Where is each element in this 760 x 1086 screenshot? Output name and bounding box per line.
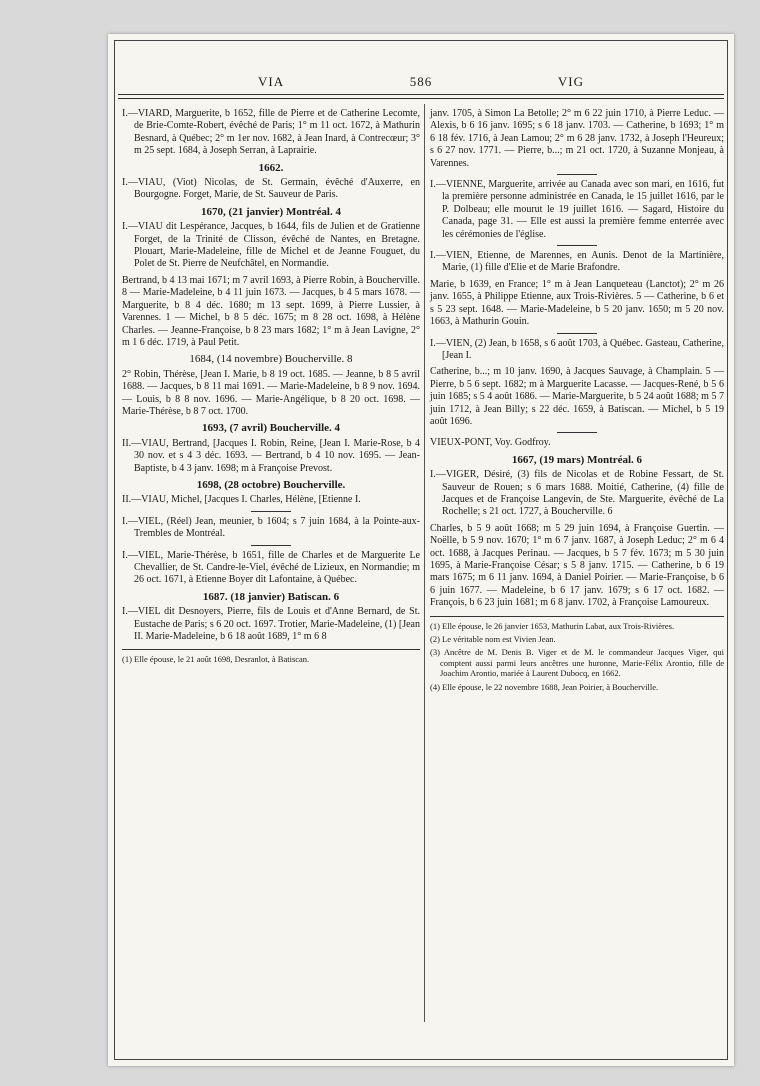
entry-vien-jean: I.—VIEN, (2) Jean, b 1658, s 6 août 1703, à Québec. Gasteau, Catherine, [Jean I. bbox=[430, 337, 724, 361]
entry-viau-jacques-second-marriage: 2° Robin, Thérèse, [Jean I. Marie, b 8 19 oct. 1685. — Jeanne, b 8 5 avril 1688. — Jacques, b 8 11 mai 1691. — Marie-Madeleine, b 8 9 nov. 1694. — Louis, b 8 8 nov. 1696. — Marie-Angélique, b 8 20 oct. 1698. — Marie-Thérèse, b 8 7 oct. 1700. bbox=[122, 368, 420, 417]
separator bbox=[557, 432, 597, 433]
entry-continuation: janv. 1705, à Simon La Betolle; 2° m 6 22 juin 1710, à Pierre Leduc. — Alexis, b 6 16 janv. 1695; s 6 18 janv. 1703. — Catherine, b 1693; 1° m 6 18 fév. 1716, à Jean Lamou; 2° m 6 28 janv. 1732, à Joseph l'Heureux; s 6 27 nov. 1771. — Pierre, b...; m 21 oct. 1720, à Suzanne Monjeau, à Varennes. bbox=[430, 108, 724, 169]
footnote-right-1: (1) Elle épouse, le 26 janvier 1653, Mathurin Labat, aux Trois-Rivières. bbox=[430, 620, 675, 631]
entry-viel-jean: I.—VIEL, (Réel) Jean, meunier, b 1604; s 7 juin 1684, à la Pointe-aux-Trembles de Montréal. bbox=[122, 515, 420, 540]
entry-viau-bertrand: II.—VIAU, Bertrand, [Jacques I. Robin, Reine, [Jean I. Marie-Rose, b 4 30 nov. et s 4 3 déc. 1693. — Bertrand, b 4 10 nov. 1695. — Jean-Baptiste, b 4 3 janv. 1698; m à Françoise Prevost. bbox=[122, 437, 420, 474]
header-rule bbox=[118, 94, 724, 99]
year-heading-1693: 1693, (7 avril) Boucherville. 4 bbox=[201, 422, 341, 435]
entry-vien-etienne-children: Marie, b 1639, en France; 1° m à Jean Lanqueteau (Lanctot); 2° m 26 janv. 1655, à Philippe Etienne, aux Trois-Rivières. 5 — Catherine, b 6 et s 5 23 sept. 1648. — Marie-Madeleine, b 5 20 janv. 1650; m 5 20 nov. 1663, à Mathurin Gouin. bbox=[430, 278, 724, 328]
entry-viger-desire-children: Charles, b 5 9 août 1668; m 5 29 juin 1694, à Françoise Guertin. — Noëlle, b 5 9 nov. 1670; 1° m 6 7 janv. 1687, à Joseph Leduc; 2° m 6 4 oct. 1688, à Jacques Perinau. — Jacques, b 5 7 fév. 1673; m 5 30 juin 1695, à Marie-Françoise César; s 5 8 janv. 1715. — Catherine, b 6 19 mars 1675; m 6 11 janv. 1694, à Daniel Poirier. — Marie-Françoise, b 6 6 juin 1677. — Madeleine, b 6 17 janv. 1679; s 6 17 oct. 1682. — François, b 6 23 juin 1681; m 6 8 janv. 1702, à Françoise Lamoureux. bbox=[430, 522, 724, 609]
footnote-right-4: (4) Elle épouse, le 22 novembre 1688, Jean Poirier, à Boucherville. bbox=[430, 681, 659, 692]
separator bbox=[251, 545, 291, 546]
entry-vien-jean-children: Catherine, b...; m 10 janv. 1690, à Jacques Sauvage, à Champlain. 5 — Pierre, b 5 6 sept. 1682; m à Marguerite Lacasse. — Jacques-René, b 5 6 juin 1685; s 5 4 août 1686. — Marie-Marguerite, b 5 24 août 1688; m 5 7 juin 1712, à Jean Billy; s 22 déc. 1659, à Batiscan. — Michel, b 5 19 août 1696. bbox=[430, 366, 724, 427]
entry-viau-michel: II.—VIAU, Michel, [Jacques I. Charles, Hélène, [Etienne I. bbox=[122, 494, 361, 506]
entry-viau-nicolas: I.—VIAU, (Viot) Nicolas, de St. Germain, évêché d'Auxerre, en Bourgogne. Forget, Marie, de St. Sauveur de Paris. bbox=[122, 177, 420, 201]
header-left: VIA bbox=[258, 74, 285, 89]
entry-vieux-pont: VIEUX-PONT, Voy. Godfroy. bbox=[430, 437, 551, 449]
right-column bbox=[430, 108, 724, 695]
entry-vien-etienne: I.—VIEN, Etienne, de Marennes, en Aunis. Denot de la Martinière, Marie, (1) fille d'Elie et de Marie Brafondre. bbox=[430, 250, 724, 274]
footnote-right-3: (3) Ancêtre de M. Denis B. Viger et de M. le commandeur Jacques Viger, qui comptent aussi parmi leurs ancêtres une huronne, Marie-Félix Arontio, fille de Joachim Arontio, mariée à Laurent Dubocq, en 1662. bbox=[430, 647, 724, 679]
entry-viger-desire: I.—VIGER, Désiré, (3) fils de Nicolas et de Robine Fessart, de St. Sauveur de Rouen; s 6 mars 1688. Moitié, Catherine, (4) fille de Jacques et de Françoise Langevin, de Ste. Marguerite, évêché de La Rochelle; s 21 oct. 1727, à Boucherville. 6 bbox=[430, 469, 724, 518]
header-right: VIG bbox=[557, 74, 584, 89]
year-heading-1667: 1667, (19 mars) Montréal. 6 bbox=[511, 453, 643, 466]
footnote-rule bbox=[430, 616, 724, 617]
year-heading-1687: 1687. (18 janvier) Batiscan. 6 bbox=[202, 590, 340, 603]
separator bbox=[557, 333, 597, 334]
marriage-heading-1684: 1684, (14 novembre) Boucherville. 8 bbox=[189, 353, 353, 366]
document-page bbox=[108, 34, 734, 1066]
left-column bbox=[122, 108, 420, 668]
year-heading-1670: 1670, (21 janvier) Montréal. 4 bbox=[201, 205, 341, 218]
year-heading-1698: 1698, (28 octobre) Boucherville. bbox=[196, 478, 346, 491]
footnote-left-1: (1) Elle épouse, le 21 août 1698, Desranlot, à Batiscan. bbox=[122, 654, 310, 665]
footnote-right-2: (2) Le véritable nom est Vivien Jean. bbox=[430, 634, 556, 645]
entry-vienne-marguerite: I.—VIENNE, Marguerite, arrivée au Canada avec son mari, en 1616, fut la première personne administrée en Canada, le 15 juillet 1616, par le P. Dolbeau; elle mourut le 19 juillet 1616. — Sagard, Histoire du Canada, page 31. — Elle est aussi la première femme enterrée avec les cérémonies de l'église. bbox=[430, 179, 724, 240]
entry-viau-jacques-children: Bertrand, b 4 13 mai 1671; m 7 avril 1693, à Pierre Robin, à Boucherville. 8 — Marie-Madeleine, b 4 11 juin 1673. — Jacques, b 4 5 mars 1678. — Marguerite, b 8 4 déc. 1680; m 13 sept. 1699, à Pierre Lussier, à Varennes. 1 — Michel, b 8 5 déc. 1675; m 8 28 oct. 1698, à Hélène Charles. — Jeanne-Françoise, b 8 23 mars 1682; 1° m à Jean Lavigne, 2° m 1 6 déc. 1719, à Paul Petit. bbox=[122, 274, 420, 348]
footnote-rule bbox=[122, 649, 420, 650]
page-number: 586 bbox=[409, 74, 433, 89]
separator bbox=[557, 174, 597, 175]
entry-viel-marie-therese: I.—VIEL, Marie-Thérèse, b 1651, fille de Charles et de Marguerite Le Chevallier, de St. Candre-le-Viel, évêché de Lizieux, en Normandie; m 26 oct. 1671, à Etienne Boyer dit Lafontaine, à Québec. bbox=[122, 549, 420, 586]
entry-viau-jacques: I.—VIAU dit Lespérance, Jacques, b 1644, fils de Julien et de Gratienne Forget, de la Trinité de Clisson, évêché de Nantes, en Bretagne. Plouart, Marie-Madeleine, fille de Michel et de Jeanne Fouguet, du Polet de St. Pierre de Neufchâtel, en Normandie. bbox=[122, 221, 420, 270]
entry-viel-pierre: I.—VIEL dit Desnoyers, Pierre, fils de Louis et d'Anne Bernard, de St. Eustache de Paris; s 6 20 oct. 1697. Trotier, Marie-Madeleine, (1) [Jean II. Marie-Madeleine, b 6 18 août 1689, 1° m 6 8 bbox=[122, 606, 420, 643]
separator bbox=[251, 511, 291, 512]
separator bbox=[557, 245, 597, 246]
year-heading-1662: 1662. bbox=[258, 161, 284, 174]
entry-viard-marguerite: I.—VIARD, Marguerite, b 1652, fille de Pierre et de Catherine Lecomte, de Brie-Comte-Robert, évêché de Paris; 1° m 11 oct. 1672, à Mathurin Besnard, à Québec; 2° m 1er nov. 1682, à Jean Inard, à Contrecœur; 3° m 25 sept. 1684, à Joseph Serran, à Laprairie. bbox=[122, 108, 420, 157]
column-divider bbox=[424, 104, 425, 1022]
